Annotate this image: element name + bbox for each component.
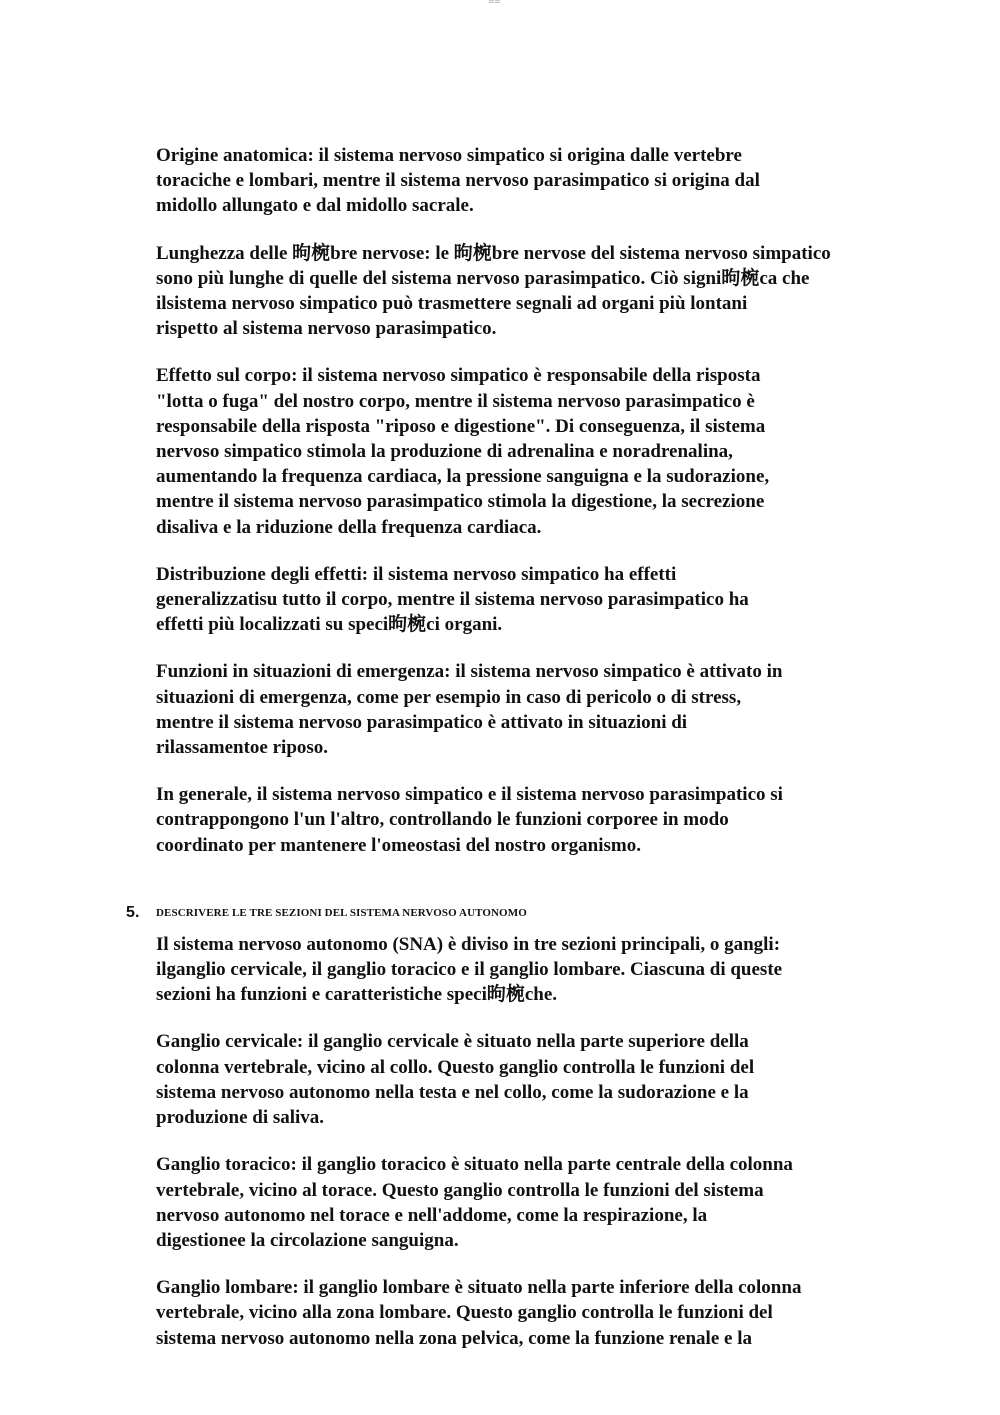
paragraph-distribuzione-effetti: Distribuzione degli effetti: il sistema nervoso simpatico ha effetti generalizzatisu tutto il corpo, mentre il sistema nervoso parasimpatico ha effetti più localizzati su speci昫椀ci organi. — [156, 563, 749, 636]
section-5-number: 5. — [126, 903, 140, 921]
document-body — [126, 143, 916, 1373]
paragraph-sna-intro: Il sistema nervoso autonomo (SNA) è diviso in tre sezioni principali, o gangli: ilganglio cervicale, il ganglio toracico e il ganglio lombare. Ciascuna di queste sezioni ha funzioni e caratteristiche speci昫椀che. — [156, 933, 783, 1006]
page-top-mark — [489, 0, 511, 2]
paragraph-origine-anatomica: Origine anatomica: il sistema nervoso simpatico si origina dalle vertebre toraciche e lombari, mentre il sistema nervoso parasimpatico si origina dal midollo allungato e dal midollo sacrale. — [156, 145, 760, 217]
section-5-title: DESCRIVERE LE TRE SEZIONI DEL SISTEMA NERVOSO AUTONOMO — [156, 906, 527, 919]
paragraph-effetto-corpo: Effetto sul corpo: il sistema nervoso simpatico è responsabile della risposta "lotta o fuga" del nostro corpo, mentre il sistema nervoso parasimpatico è responsabile della risposta "riposo e digestione". Di conseguenza, il sistema nervoso simpatico stimola la produzione di adrenalina e noradrenalina, aumentando la frequenza cardiaca, la pressione sanguigna e la sudorazione, mentre il sistema nervoso parasimpatico stimola la digestione, la secrezione disaliva e la riduzione della frequenza cardiaca. — [156, 365, 770, 538]
paragraph-ganglio-lombare: Ganglio lombare: il ganglio lombare è situato nella parte inferiore della colonna vertebrale, vicino alla zona lombare. Questo ganglio controlla le funzioni del sistema nervoso autonomo nella zona pelvica, come la funzione renale e la — [156, 1277, 802, 1349]
paragraph-ganglio-cervicale: Ganglio cervicale: il ganglio cervicale è situato nella parte superiore della colonna vertebrale, vicino al collo. Questo ganglio controlla le funzioni del sistema nervoso autonomo nella testa e nel collo, come la sudorazione e la produzione di saliva. — [156, 1031, 755, 1129]
paragraph-funzioni-emergenza: Funzioni in situazioni di emergenza: il sistema nervoso simpatico è attivato in situazioni di emergenza, come per esempio in caso di pericolo o di stress, mentre il sistema nervoso parasimpatico è attivato in situazioni di rilassamentoe riposo. — [156, 661, 783, 759]
paragraph-in-generale: In generale, il sistema nervoso simpatico e il sistema nervoso parasimpatico si contrappongono l'un l'altro, controllando le funzioni corporee in modo coordinato per mantenere l'omeostasi del nostro organismo. — [156, 784, 783, 856]
paragraph-ganglio-toracico: Ganglio toracico: il ganglio toracico è situato nella parte centrale della colonna vertebrale, vicino al torace. Questo ganglio controlla le funzioni del sistema nervoso autonomo nel torace e nell'addome, come la respirazione, la digestionee la circolazione sanguigna. — [156, 1154, 793, 1251]
section-5-heading — [126, 903, 916, 921]
paragraph-lunghezza-fibre: Lunghezza delle 昫椀bre nervose: le 昫椀bre nervose del sistema nervoso simpatico sono più lunghe di quelle del sistema nervoso parasimpatico. Ciò signi昫椀ca che ilsistema nervoso simpatico può trasmettere segnali ad organi più lontani rispetto al sistema nervoso parasimpatico. — [156, 242, 831, 340]
